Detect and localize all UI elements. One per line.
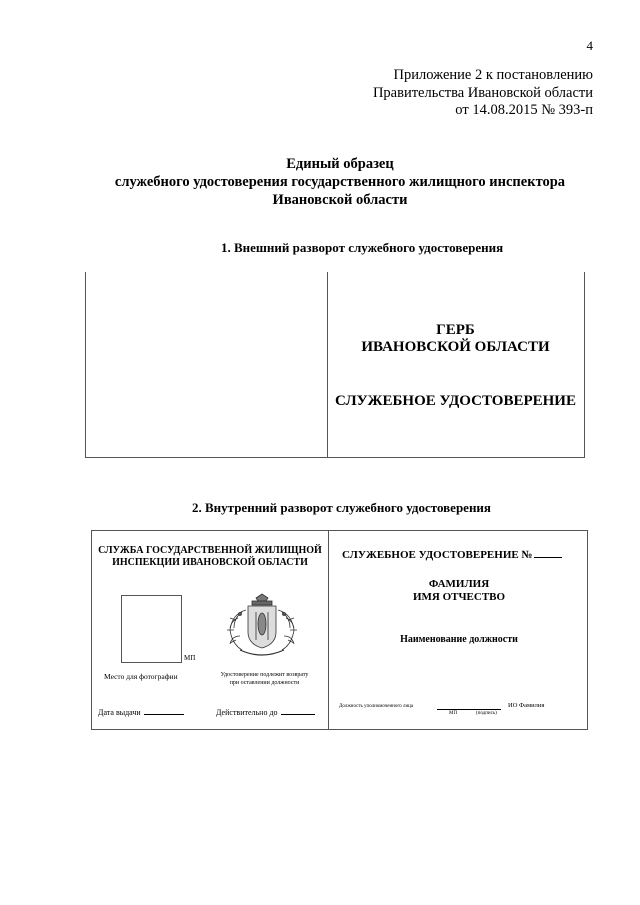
signature-caption: (подпись) xyxy=(476,711,497,716)
appendix-line-1: Приложение 2 к постановлению xyxy=(393,67,593,83)
appendix-line-2: Правительства Ивановской области xyxy=(372,84,593,101)
issue-date-label: Дата выдачи xyxy=(98,708,141,717)
section-2-heading: 2. Внутренний разворот служебного удостоверения xyxy=(192,500,491,515)
coat-of-arms-icon xyxy=(212,590,312,660)
return-note xyxy=(212,672,317,687)
section-1-heading: 1. Внешний разворот служебного удостоверения xyxy=(221,240,504,255)
inner-cert-title xyxy=(342,549,562,561)
title-line-1: Единый образец xyxy=(286,156,394,172)
title-line-2: служебного удостоверения государственного жилищного инспектора xyxy=(114,174,566,190)
signature-line xyxy=(437,709,501,710)
document-title xyxy=(40,155,640,209)
outer-spread-left-page xyxy=(85,272,328,458)
coat-line-2: ИВАНОВСКОЙ ОБЛАСТИ xyxy=(361,339,550,355)
holder-surname: ФАМИЛИЯ xyxy=(428,578,490,590)
issue-date-blank xyxy=(144,714,184,715)
title-line-3: Ивановской области xyxy=(272,192,408,208)
return-note-line-2: при оставлении должности xyxy=(229,679,300,686)
outer-spread xyxy=(85,272,585,458)
agency-name xyxy=(92,545,328,569)
cert-number-blank xyxy=(534,557,562,558)
photo-caption: Место для фотографии xyxy=(104,672,178,681)
page-number: 4 xyxy=(586,38,593,53)
return-note-line-1: Удостоверение подлежит возврату xyxy=(220,672,309,678)
stamp-place-label: МП xyxy=(184,654,196,662)
valid-until-blank xyxy=(281,714,315,715)
signer-name: ИО Фамилия xyxy=(508,702,545,709)
appendix-line-3: от 14.08.2015 № 393-п xyxy=(455,102,593,118)
outer-cert-title: СЛУЖЕБНОЕ УДОСТОВЕРЕНИЕ xyxy=(335,393,576,409)
valid-until-label: Действительно до xyxy=(216,708,278,717)
agency-line-1: СЛУЖБА ГОСУДАРСТВЕННОЙ ЖИЛИЩНОЙ xyxy=(98,545,322,556)
holder-name-patronymic: ИМЯ ОТЧЕСТВО xyxy=(412,591,506,603)
position-name: Наименование должности xyxy=(400,634,518,645)
appendix-reference xyxy=(373,67,593,120)
photo-placeholder xyxy=(121,595,182,663)
coat-line-1: ГЕРБ xyxy=(436,322,475,338)
inner-spread xyxy=(91,530,588,730)
inner-cert-title-text: СЛУЖЕБНОЕ УДОСТОВЕРЕНИЕ № xyxy=(342,549,533,561)
issue-date-field xyxy=(98,708,184,717)
agency-line-2: ИНСПЕКЦИИ ИВАНОВСКОЙ ОБЛАСТИ xyxy=(112,557,308,568)
spread-divider xyxy=(328,531,329,729)
valid-until-field xyxy=(216,708,315,717)
holder-name xyxy=(329,578,589,604)
outer-spread-right-page xyxy=(327,272,585,458)
official-position-label: Должность уполномоченного лица xyxy=(339,704,414,709)
coat-of-arms-caption xyxy=(327,322,584,356)
stamp-place-label-right: МП xyxy=(449,711,458,716)
